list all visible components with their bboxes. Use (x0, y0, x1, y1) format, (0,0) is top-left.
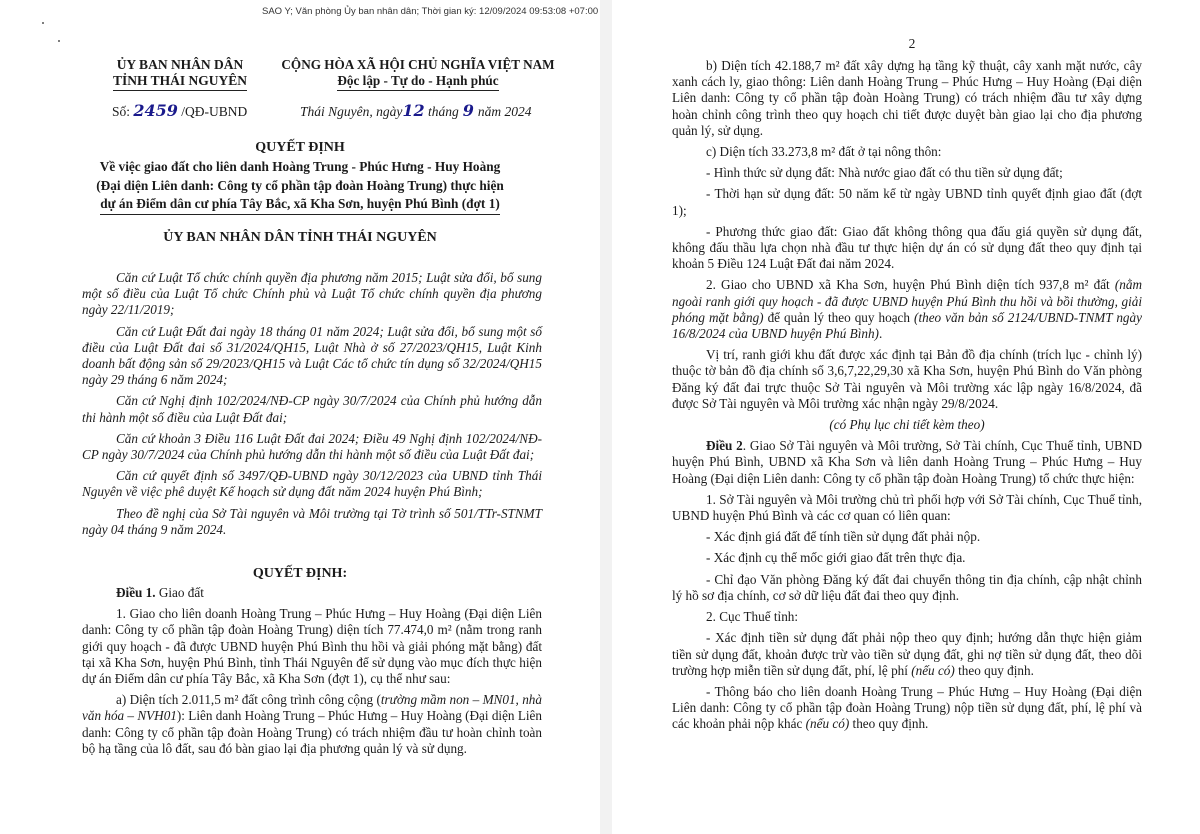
handwritten-month: 9 (462, 101, 474, 120)
scan-speck (42, 22, 44, 24)
item-c-term: - Thời hạn sử dụng đất: 50 năm kể từ ngày UBND tỉnh quyết định giao đất (đợt 1); (672, 186, 1142, 218)
issuer-heading: ỦY BAN NHÂN DÂN TỈNH THÁI NGUYÊN (163, 230, 437, 245)
legal-basis-2: Căn cứ Luật Đất đai ngày 18 tháng 01 năm 2024; Luật sửa đổi, bổ sung một số điều của Luật Đất đai số 31/2024/QH15, Luật Nhà ở số 27/2023/QH15, Luật Kinh doanh bất động sản số 29/2023/QH15 và Luật Các tổ chức tín dụng số 32/2024/QH15 ngày 29 tháng 6 năm 2024; (82, 323, 542, 388)
country-name: CỘNG HÒA XÃ HỘI CHỦ NGHĨA VIỆT NAM (281, 57, 555, 72)
article-2-item-1c: - Chỉ đạo Văn phòng Đăng ký đất đai chuyển thông tin địa chính, cập nhật chỉnh lý hồ sơ địa chính, cơ sở dữ liệu đất đai theo quy định. (672, 571, 1142, 603)
article-2-item-1: 1. Sở Tài nguyên và Môi trường chủ trì phối hợp với Sở Tài chính, Cục Thuế tỉnh, UBND huyện Phú Bình và các cơ quan có liên quan: (672, 491, 1142, 524)
item-c-form: - Hình thức sử dụng đất: Nhà nước giao đất có thu tiền sử dụng đất; (706, 165, 1063, 181)
month-label: tháng (428, 104, 459, 119)
item-2a-text: - Xác định tiền sử dụng đất phải nộp theo quy định; hướng dẫn thực hiện giảm tiền sử dụng đất, khoản được trừ vào tiền sử dụng đất, ghi nợ tiền sử dụng đất, theo dõi trường hợp miễn tiền sử dụng đất, phí, lệ phí (672, 630, 1142, 678)
article-2 (672, 438, 1142, 487)
article-2-item-2b (672, 684, 1142, 733)
document-page-2 (612, 0, 1200, 834)
motto: Độc lập - Tự do - Hạnh phúc (337, 73, 498, 91)
document-title: QUYẾT ĐỊNH (255, 140, 345, 155)
number-prefix: Số: (112, 104, 131, 119)
year-text: năm 2024 (477, 104, 532, 119)
article-2-item-2a (672, 630, 1142, 679)
subject-line-3: dự án Điểm dân cư phía Tây Bắc, xã Kha Sơn, huyện Phú Bình (đợt 1) (100, 195, 500, 215)
article-1-item-1: 1. Giao cho liên doanh Hoàng Trung – Phúc Hưng – Huy Hoàng (Đại diện Liên danh: Công ty cổ phần tập đoàn Hoàng Trung) diện tích 77.474,0 m² (nằm trong ranh giới quy hoạch - đã được UBND huyện Phú Bình thu hồi và giải phóng mặt bằng) đất tại xã Kha Sơn, huyện Phú Bình, tỉnh Thái Nguyên để sử dụng vào mục đích thực hiện dự án Điểm dân cư phía Tây Bắc, xã Kha Sơn (đợt 1), cụ thể như sau: (82, 606, 542, 687)
legal-basis-1: Căn cứ Luật Tổ chức chính quyền địa phương năm 2015; Luật sửa đổi, bổ sung một số điều của Luật Tổ chức Chính phủ và Luật Tổ chức chính quyền địa phương ngày 22/11/2019; (82, 270, 542, 318)
item-a-text-end: ): Liên danh Hoàng Trung – Phúc Hưng – Huy Hoàng (Đại diện Liên danh: Công ty cổ phần tập đoàn Hoàng Trung) có trách nhiệm đầu tư hoàn chỉnh toàn bộ hạ tầng của lô đất, sau đó bàn giao lại địa phương quản lý và sử dụng. (82, 708, 543, 756)
national-motto (268, 57, 568, 91)
page-2-body (672, 58, 1142, 738)
item-a-text: a) Diện tích 2.011,5 m² đất công trình công cộng ( (116, 692, 381, 708)
article-2-label: Điều 2 (706, 438, 743, 454)
page-gap (600, 0, 612, 834)
article-1-title: Giao đất (155, 585, 204, 600)
item-b: b) Diện tích 42.188,7 m² đất xây dựng hạ tầng kỹ thuật, cây xanh mặt nước, cây xanh cách ly, giao thông: Liên danh Hoàng Trung – Phúc Hưng – Huy Hoàng (Đại diện Liên danh: Công ty cổ phần tập đoàn Hoàng Trung) có trách nhiệm đầu tư xây dựng hoàn chỉnh công trình theo quy hoạch chi tiết được duyệt bàn giao lại cho địa phương quản lý, sử dụng. (672, 58, 1142, 138)
legal-basis-4: Căn cứ khoản 3 Điều 116 Luật Đất đai 2024; Điều 49 Nghị định 102/2024/NĐ-CP ngày 30/7/2024 của Chính phủ hướng dẫn thi hành một số điều của Luật Đất đai; (82, 430, 542, 463)
item-2a-italic: (nếu có) (911, 662, 955, 678)
item-2a-end: theo quy định. (954, 662, 1034, 678)
item-2b-text: - Thông báo cho liên doanh Hoàng Trung – Phúc Hưng – Huy Hoàng (Đại diện Liên danh: Công ty cổ phần tập đoàn Hoàng Trung) nộp tiền sử dụng đất, phí, lệ phí và các khoản phải nộp khác (672, 683, 1142, 732)
item-2-text: 2. Giao cho UBND xã Kha Sơn, huyện Phú Bình diện tích 937,8 m² đất (706, 277, 1115, 293)
scan-speck (58, 40, 60, 42)
item-2-italic-2: (theo văn bản số 2124/UBND-TNMT ngày 16/8/2024 của UBND huyện Phú Bình) (672, 309, 1142, 342)
place-and-date (300, 101, 532, 120)
place-date-prefix: Thái Nguyên, ngày (300, 104, 403, 119)
item-2-italic-1: (nằm ngoài ranh giới quy hoạch - đã được UBND huyện Phú Bình thu hồi và bồi thường, giải phóng mặt bằng) (672, 277, 1142, 325)
article-1 (82, 585, 542, 762)
item-c: c) Diện tích 33.273,8 m² đất ở tại nông thôn: (706, 144, 942, 160)
item-2-text-mid: để quản lý theo quy hoạch (763, 309, 915, 325)
location-paragraph: Vị trí, ranh giới khu đất được xác định tại Bản đồ địa chính (trích lục - chỉnh lý) thuộc tờ bản đồ địa chính số 3,6,7,22,29,30 xã Kha Sơn, huyện Phú Bình do Văn phòng Đăng ký đất đai trực thuộc Sở Tài nguyên và Môi trường xác lập ngày 16/8/2024, đã được Sở Tài nguyên và Môi trường xác nhận ngày 29/8/2024. (672, 347, 1142, 411)
subject-line-1: Về việc giao đất cho liên danh Hoàng Trung - Phúc Hưng - Huy Hoàng (99, 159, 501, 174)
article-2-text: . Giao Sở Tài nguyên và Môi trường, Sở Tài chính, Cục Thuế tỉnh, UBND huyện Phú Bình, UBND xã Kha Sơn và liên danh Hoàng Trung – Phúc Hưng – Huy Hoàng (Đại diện Liên danh: Công ty cổ phần tập đoàn Hoàng Trung) tổ chức thực hiện: (672, 438, 1142, 486)
handwritten-day: 12 (402, 101, 425, 120)
legal-basis-6: Theo đề nghị của Sở Tài nguyên và Môi trường tại Tờ trình số 501/TTr-STNMT ngày 04 tháng 9 năm 2024. (82, 505, 542, 537)
legal-bases (82, 270, 542, 543)
subject-line-2: (Đại diện Liên danh: Công ty cổ phần tập đoàn Hoàng Trung) thực hiện (96, 177, 504, 193)
item-c-method: - Phương thức giao đất: Giao đất không thông qua đấu giá quyền sử dụng đất, không đấu thầu lựa chọn nhà đầu tư thực hiện dự án có sử dụng đất theo quy định tại khoản 5 Điều 124 Luật Đất đai năm 2024. (672, 223, 1142, 272)
legal-basis-3: Căn cứ Nghị định 102/2024/NĐ-CP ngày 30/7/2024 của Chính phủ hướng dẫn thi hành một số điều của Luật Đất đai; (82, 393, 542, 425)
legal-basis-5: Căn cứ quyết định số 3497/QĐ-UBND ngày 30/12/2023 của UBND tỉnh Thái Nguyên về việc phê duyệt Kế hoạch sử dụng đất năm 2024 huyện Phú Bình; (82, 468, 542, 500)
article-2-item-1a: - Xác định giá đất để tính tiền sử dụng đất phải nộp. (706, 529, 981, 545)
article-1-item-a (82, 692, 542, 757)
article-1-item-2 (672, 277, 1142, 342)
page-number: 2 (908, 36, 916, 51)
item-2b-italic: (nếu có) (805, 716, 850, 732)
handwritten-number: 2459 (133, 101, 178, 120)
agency-line-2: TỈNH THÁI NGUYÊN (113, 73, 247, 91)
issuing-agency (100, 57, 260, 91)
decision-heading: QUYẾT ĐỊNH: (252, 566, 348, 581)
article-1-label: Điều 1. (116, 585, 156, 600)
item-2b-end: theo quy định. (849, 716, 929, 732)
article-1-heading (82, 585, 542, 601)
number-suffix: /QĐ-UBND (181, 104, 248, 119)
document-subject (60, 158, 540, 215)
appendix-note: (có Phụ lục chi tiết kèm theo) (829, 417, 985, 433)
digital-copy-stamp-line: SAO Y; Văn phòng Ủy ban nhân dân; Thời gian ký: 12/09/2024 09:53:08 +07:00 (262, 6, 599, 17)
item-2-end: . (878, 326, 883, 342)
article-2-item-1b: - Xác định cụ thể mốc giới giao đất trên thực địa. (706, 550, 966, 566)
agency-line-1: ỦY BAN NHÂN DÂN (116, 57, 244, 72)
document-number (112, 101, 247, 120)
article-2-item-2: 2. Cục Thuế tỉnh: (706, 609, 799, 625)
item-a-italic: trường mầm non – MN01, nhà văn hóa – NVH01 (82, 692, 542, 724)
